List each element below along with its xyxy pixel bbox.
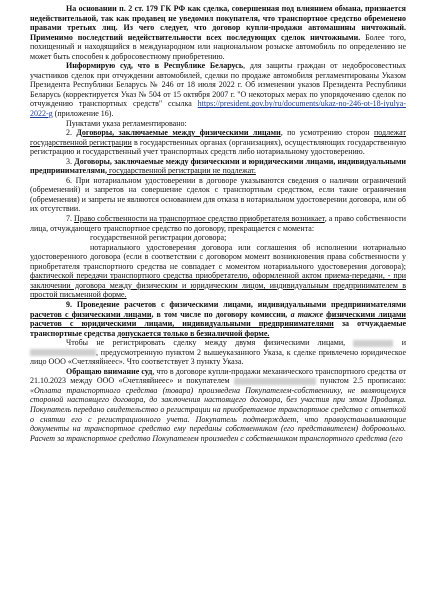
text-contract-reference: , что в договоре купли-продажи механического транспортного средства от 21.10.2023 между ООО «Счетляяйнеес» и покупателем <box>30 366 406 386</box>
paragraph-point-2 <box>30 128 406 157</box>
paragraph-nullity <box>30 4 406 61</box>
redacted-name <box>234 378 316 385</box>
text-settlements: Проведение расчетов с физическими лицами, индивидуальными предпринимателями <box>76 299 407 309</box>
redacted-name <box>30 349 96 356</box>
paragraph-point-3 <box>30 157 406 176</box>
text-contract-void: Из чего следует, что договор купли-продажи автомашины ничтожный. Применимо последствий недействительности всех последующих сделок ничтожными. <box>30 23 406 42</box>
text-for-vehicles: за отчуждаемые транспортные средства <box>30 319 406 338</box>
paragraph-avoid-registration: Чтобы не регистрировать сделку между двумя физическими лицами, и , предусмотренную пунктом 2 вышеуказанного Указа, к сделке привлечено юридическое лицо ООО «Счетляяйнеес». Что соответствует 3 пункту Указа. <box>30 338 407 367</box>
paragraph-notary-moment <box>30 243 406 300</box>
redacted-name <box>353 340 393 347</box>
text-registration-bodies: в государственных органах (организациях), осуществляющих государственную регистрацию и государственный учет транспортных средств либо нотариальному удостоверению. <box>30 137 406 157</box>
text-state-registration-contract: государственной регистрации договора; <box>90 233 227 243</box>
text-individuals-with-legal: физическими лицами расчетов с юридическими лицами, индивидуальными предпринимателями <box>30 309 407 329</box>
text-as-well-as: , а также <box>285 309 327 319</box>
paragraph-point-6 <box>30 176 406 214</box>
text-commission: , в том числе по договору комиссии <box>151 309 286 319</box>
text-payment-quote: «Оплата транспортного средства (товара) произведена Покупателем-собственнику, не являющемуся стороной настоящего договора, до заключения настоящего договора, без участия при этом Продавца. Покупатель передано свидетельство о регистрации на приобретаемое транспортное средство с отметкой о снятии его с регистрационного учета. Покупатель подтверждает, что правоустанавливающие документы на транспортное средство ему переданы собственником (его представителем) добровольно. Расчет за транспортное средство Покупателем произведен с собственником транспортного средства (его <box>30 385 406 443</box>
text-ownership-moment: , а право собственности лица, отчуждающего транспортное средство по договору, прекращается с момента: <box>30 214 406 233</box>
point-number: 2. <box>66 128 77 138</box>
decree-link[interactable]: https://president.gov.by/ru/documents/ukaz-no-246-ot-18-iyulya-2022-g <box>30 99 406 119</box>
paragraph-attention-court <box>30 367 406 443</box>
text-attention-court: Обращаю внимание суд <box>66 366 153 376</box>
text-notary-moment: нотариального удостоверения договора или соглашения об исполнении нотариально удостоверенного договора (если в соответствии с договором момент возникновения права собственности у приобретателя транспортного средства не совпадает с моментом нотариального удостоверения договора); <box>30 242 406 271</box>
point-number: 9. <box>66 299 77 309</box>
text-appendix-16: (приложение 16). <box>52 109 114 119</box>
text-points-regulated: Пунктами указа регламентировано: <box>66 118 187 128</box>
text-decree-246: , для защиты граждан от недобросовестных участников сделок при отчуждении автомобилей, сделки по продаже автомобиля регламентированы Указом Президента Республики Беларусь № 246 от 18 июля 2022 г. Об изменении указов Президента Республики Беларусь (корректируется Указ № 504 от 15 октября 2007 г. "О некоторых мерах по упорядочению сделок по отчуждению транспортных средств" ссылка <box>30 61 407 109</box>
point-number: 3. <box>66 156 75 166</box>
paragraph-point-9 <box>30 300 406 338</box>
paragraph-belarus-decree <box>30 61 406 118</box>
paragraph-point-7 <box>30 214 406 233</box>
text-actual-transfer: фактической передачи транспортного средства приобретателю, оформленной актом приема-передачи, - при заключении договора между физическим и юридическим лицом, индивидуальным предпринимателем в простой письменной форме. <box>30 271 406 300</box>
text-point-2-5: пунктом 2.5 прописано: <box>315 376 406 386</box>
text-cashless-only: допускается только в безналичной форме. <box>117 328 270 338</box>
text-fraud-clause: На основании п. 2 ст. 179 ГК РФ как сделка, совершенная под влиянием обмана, признается недействительной, так как продавец не уведомил покупателя, что транспортное средство обременено правами третьих лиц. <box>30 4 406 33</box>
text-legal-entity-contracts: Договоры, заключаемые между физическими и юридическими лицами, индивидуальными предпринимателями, <box>30 156 407 176</box>
text-ownership-right: Право собственности на транспортное средство приобретателя возникает <box>74 214 325 224</box>
text-avoid-registration: Чтобы не регистрировать сделку между двумя физическими лицами, <box>66 338 354 348</box>
text-legal-entity-involved: , предусмотренную пунктом 2 вышеуказанного Указа, к сделке привлечено юридическое лицо ООО «Счетляяйнеес». Что соответствует 3 пункту Указа. <box>30 347 406 367</box>
point-number: 7. <box>66 214 75 224</box>
text-parties-discretion: , по усмотрению сторон <box>280 128 374 138</box>
text-notary-certification: 6. При нотариальном удостоверении в договоре указываются сведения о наличии ограничений (обременений) и запретов на совершение сделок с транспортным средством, если такие ограничения (обременения) и запреты не являются основанием для отказа в нотариальном удостоверении договора, или об их отсутствии. <box>30 175 406 214</box>
paragraph-points-intro <box>30 119 406 129</box>
text-inform-court: Информирую суд, что в Республике Беларусь <box>66 61 244 71</box>
text-state-registration: подлежат государственной регистрации <box>30 128 407 147</box>
paragraph-registration-moment <box>30 233 406 243</box>
text-stolen-car: Более того, похищенный и находящийся в международном или национальном розыске автомобиль по определению не может быть способен к добросовестному приобретению. <box>30 32 406 61</box>
text-individual-contracts: Договоры, заключаемые между физическими лицами <box>76 128 281 138</box>
text-no-registration: государственной регистрации не подлежат. <box>106 166 256 176</box>
text-settlements-individuals: расчетов с физическими лицами <box>30 309 152 319</box>
